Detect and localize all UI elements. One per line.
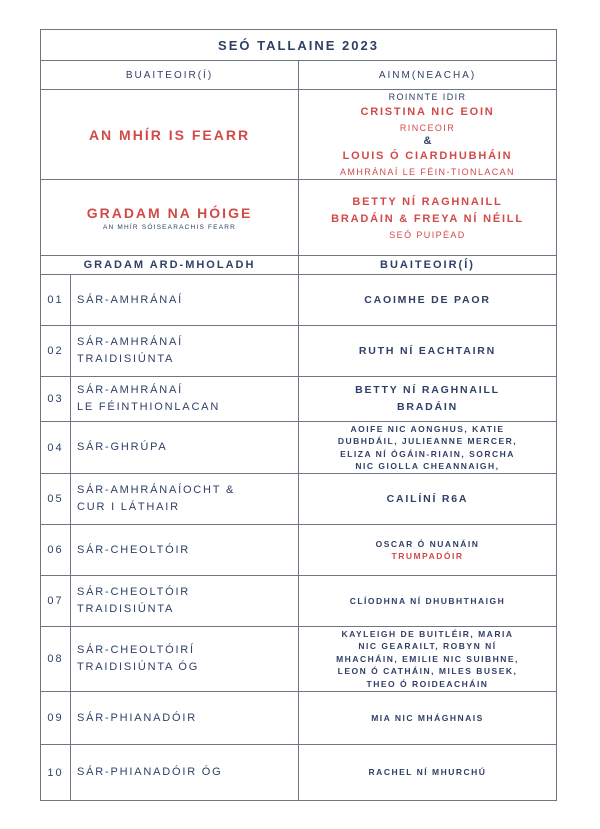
- category-line: SÁR-AMHRÁNAÍ: [77, 384, 183, 396]
- category-cell: [71, 422, 299, 474]
- table-row: [41, 627, 557, 692]
- winner-cell: [299, 326, 557, 377]
- youth-award-cell: [41, 180, 299, 256]
- row-number: 06: [41, 525, 71, 576]
- row-number: 07: [41, 576, 71, 627]
- winner-cell: [299, 275, 557, 326]
- winner-line: NIC GEARAILT, ROBYN NÍ: [358, 641, 497, 652]
- category-cell: [71, 576, 299, 627]
- category-cell: [71, 525, 299, 576]
- winner-line: AOIFE NIC AONGHUS, KATIE: [350, 423, 505, 434]
- table-row: [41, 275, 557, 326]
- table-row: [41, 377, 557, 422]
- section-header-winners: BUAITEOIR(Í): [299, 256, 557, 275]
- table-row: [41, 525, 557, 576]
- winner-cell: [299, 627, 557, 692]
- winner-line: CAOIMHE DE PAOR: [364, 293, 491, 306]
- winner-line: NIC GIOLLA CHEANNAIGH,: [355, 461, 500, 471]
- winner-name: BETTY NÍ RAGHNAILL: [352, 195, 503, 208]
- section-header-row: [41, 256, 557, 275]
- category-line: SÁR-GHRÚPA: [77, 441, 168, 453]
- winner-cell: [299, 525, 557, 576]
- table-row: [41, 692, 557, 745]
- row-number: 03: [41, 377, 71, 422]
- winner-line: THEO Ó ROIDEACHÁIN: [366, 678, 489, 689]
- category-cell: [71, 745, 299, 801]
- header-winners: BUAITEOIR(Í): [41, 61, 299, 90]
- category-line: SÁR-PHIANADÓIR ÓG: [77, 766, 223, 778]
- winner-name: LOUIS Ó CIARDHUBHÁIN: [342, 150, 513, 162]
- youth-award-sublabel: AN MHÍR SÓISEARACHIS FEARR: [102, 223, 237, 231]
- winner-line: ELIZA NÍ ÓGÁIN-RIAIN, SORCHA: [340, 448, 515, 459]
- winner-line: CAILÍNÍ R6A: [386, 492, 469, 505]
- category-line: LE FÉINTHIONLACAN: [77, 401, 221, 413]
- winner-name: CRISTINA NIC EOIN: [360, 106, 495, 118]
- row-number: 04: [41, 422, 71, 474]
- winner-line: MIA NIC MHÁGHNAIS: [371, 712, 484, 723]
- best-item-label: AN MHÍR IS FEARR: [41, 90, 299, 180]
- winner-line: RACHEL NÍ MHURCHÚ: [368, 767, 487, 778]
- category-line: TRAIDISIÚNTA ÓG: [77, 661, 200, 673]
- category-line: SÁR-CHEOLTÓIR: [77, 586, 191, 598]
- winner-line: LEON Ó CATHÁIN, MILES BUSEK,: [337, 666, 518, 677]
- winner-cell: [299, 745, 557, 801]
- best-item-row: [41, 90, 557, 180]
- table-row: [41, 745, 557, 801]
- row-number: 05: [41, 474, 71, 525]
- row-number: 08: [41, 627, 71, 692]
- winner-line: RUTH NÍ EACHTAIRN: [358, 344, 497, 357]
- category-cell: [71, 692, 299, 745]
- youth-award-row: [41, 180, 557, 256]
- category-line: SÁR-CHEOLTÓIRÍ: [77, 644, 195, 656]
- winner-line: BETTY NÍ RAGHNAILL: [355, 384, 500, 396]
- winner-line: DUBHDÁIL, JULIEANNE MERCER,: [337, 436, 518, 446]
- winner-line: KAYLEIGH DE BUITLÉIR, MARIA: [341, 628, 514, 639]
- page-title: SEÓ TALLAINE 2023: [41, 30, 557, 61]
- header-names: AINM(NEACHA): [299, 61, 557, 90]
- winner-line: CLÍODHNA NÍ DHUBHTHAIGH: [349, 595, 506, 606]
- section-header-award: GRADAM ARD-MHOLADH: [41, 256, 299, 275]
- category-line: SÁR-CHEOLTÓIR: [77, 543, 191, 556]
- shared-note: ROINNTE IDIR: [388, 92, 467, 102]
- winner-cell: [299, 692, 557, 745]
- results-table: [40, 29, 557, 801]
- category-cell: [71, 474, 299, 525]
- title-row: [41, 30, 557, 61]
- table-row: [41, 326, 557, 377]
- winner-cell: [299, 377, 557, 422]
- row-number: 02: [41, 326, 71, 377]
- ampersand: &: [423, 135, 432, 147]
- winner-line: BRADÁIN: [396, 401, 458, 413]
- category-line: SÁR-AMHRÁNAÍ: [77, 293, 183, 306]
- table-row: [41, 474, 557, 525]
- category-cell: [71, 627, 299, 692]
- winner-cell: [299, 422, 557, 474]
- table-row: [41, 576, 557, 627]
- category-line: SÁR-PHIANADÓIR: [77, 711, 197, 724]
- youth-award-winners: [299, 180, 557, 256]
- winner-role: RINCEOIR: [399, 123, 456, 133]
- category-cell: [71, 326, 299, 377]
- winner-role: TRUMPADÓIR: [391, 551, 464, 561]
- category-cell: [71, 275, 299, 326]
- row-number: 09: [41, 692, 71, 745]
- winner-line: MHACHÁIN, EMILIE NIC SUIBHNE,: [336, 653, 519, 664]
- header-row: [41, 61, 557, 90]
- category-line: SÁR-AMHRÁNAÍOCHT &: [77, 484, 236, 496]
- results-sheet: [40, 29, 556, 801]
- row-number: 01: [41, 275, 71, 326]
- winner-line: OSCAR Ó NUANÁIN: [375, 538, 480, 549]
- row-number: 10: [41, 745, 71, 801]
- best-item-winners: [299, 90, 557, 180]
- category-line: SÁR-AMHRÁNAÍ: [77, 336, 183, 348]
- category-line: CUR I LÁTHAIR: [77, 501, 180, 513]
- winner-role: AMHRÁNAÍ LE FÉIN-TIONLACAN: [340, 167, 515, 177]
- category-line: TRAIDISIÚNTA: [77, 353, 175, 365]
- category-cell: [71, 377, 299, 422]
- youth-award-label: GRADAM NA HÓIGE: [86, 204, 253, 221]
- winner-name: BRADÁIN & FREYA NÍ NÉILL: [331, 212, 524, 225]
- winner-cell: [299, 576, 557, 627]
- winner-role: SEÓ PUIPÉAD: [389, 229, 466, 240]
- category-line: TRAIDISIÚNTA: [77, 603, 175, 615]
- table-row: [41, 422, 557, 474]
- winner-cell: [299, 474, 557, 525]
